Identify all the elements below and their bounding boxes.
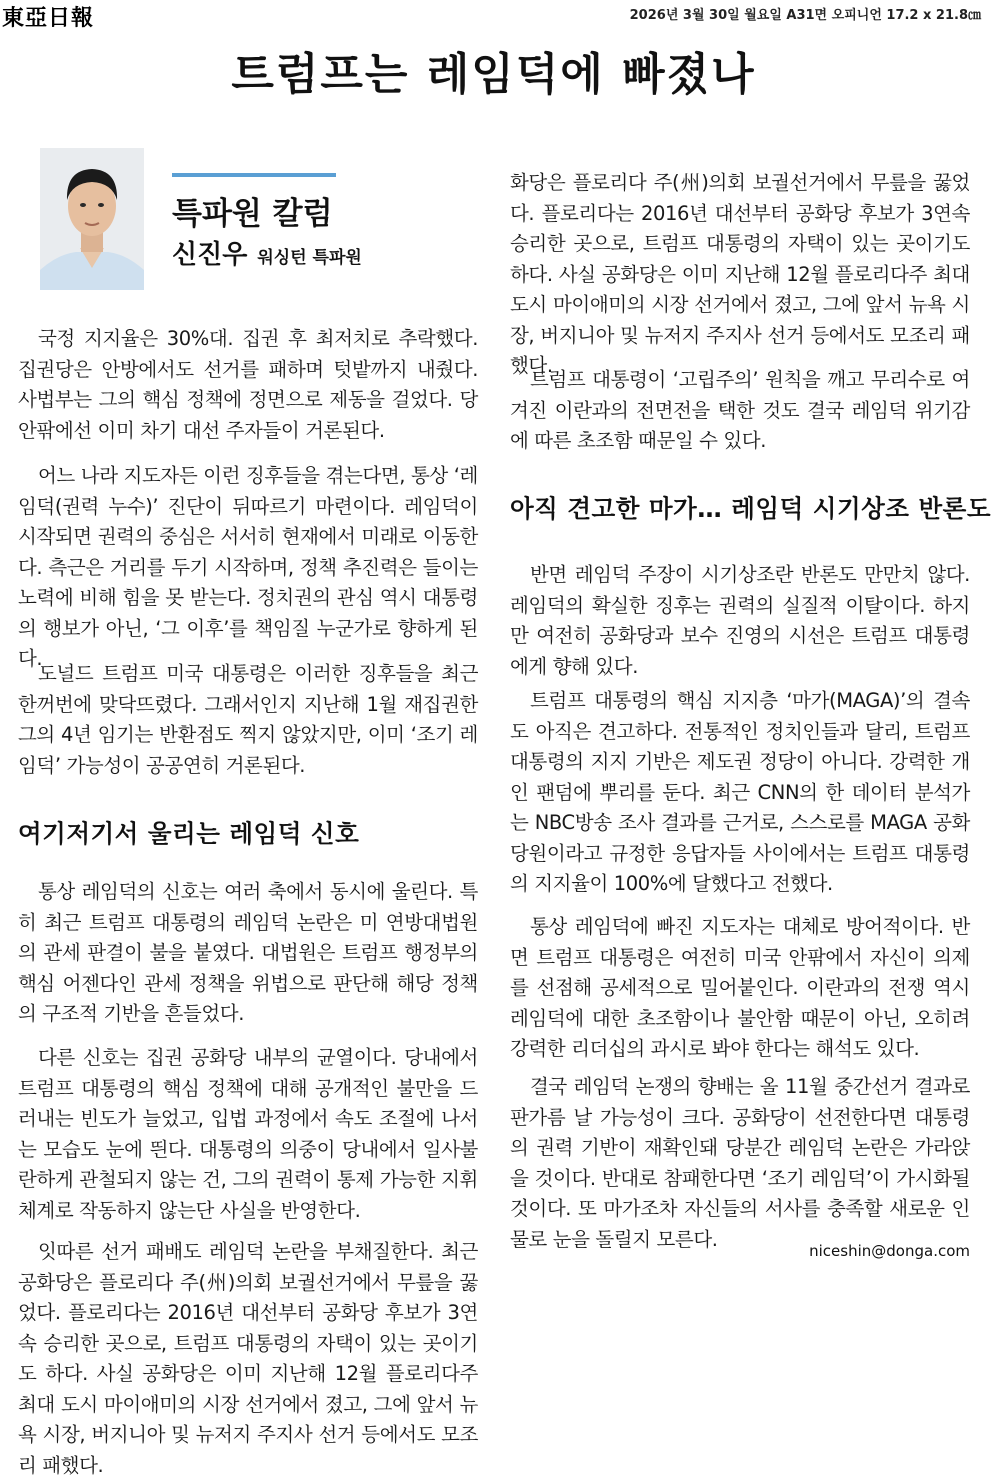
author-photo [40,148,144,290]
column-title: 특파원 칼럼 [172,196,333,232]
newspaper-logo: 東亞日報 [2,5,95,31]
section-heading: 여기저기서 울리는 레임덕 신호 [18,819,360,848]
masthead [0,0,987,30]
author-role: 워싱턴 특파원 [257,248,362,268]
paragraph: 트럼프 대통령이 ‘고립주의’ 원칙을 깨고 무리수로 여겨진 이란과의 전면전을 택한 것도 결국 레임덕 위기감에 따른 초조함 때문일 수 있다. [510,368,970,452]
paragraph: 반면 레임덕 주장이 시기상조란 반론도 만만치 않다. 레임덕의 확실한 징후는 권력의 실질적 이탈이다. 하지만 여전히 공화당과 보수 진영의 시선은 트럼프 대통령에게 향해 있다. [510,563,970,678]
accent-rule [172,173,336,177]
paragraph: 국정 지지율은 30%대. 집권 후 최저치로 추락했다. 집권당은 안방에서도 선거를 패하며 텃밭까지 내줬다. 사법부는 그의 핵심 정책에 정면으로 제동을 걸었다. 당 안팎에선 이미 차기 대선 주자들이 거론된다. [18,327,478,442]
paragraph-continued: 화당은 플로리다 주(州)의회 보궐선거에서 무릎을 꿇었다. 플로리다는 2016년 대선부터 공화당 후보가 3연속 승리한 곳으로, 트럼프 대통령의 자택이 있는 곳이기도 하다. 사실 공화당은 이미 지난해 12월 플로리다주 최대 도시 마이애미의 시장 선거에서 졌고, 그에 앞서 뉴욕 시장, 버지니아 및 뉴저지 주지사 선거 등에서도 모조리 패했다. [510,171,970,377]
author-line [172,234,362,271]
byline-block [40,148,480,298]
headline: 트럼프는 레임덕에 빠졌나 [231,49,756,100]
section-heading: 아직 견고한 마가… 레임덕 시기상조 반론도 [510,494,991,523]
author-email: niceshin@donga.com [809,1242,970,1260]
publication-info: 2026년 3월 30일 월요일 A31면 오피니언 17.2 x 21.8㎝ [629,8,981,23]
paragraph: 결국 레임덕 논쟁의 향배는 올 11월 중간선거 결과로 판가름 날 가능성이 크다. 공화당이 선전한다면 대통령의 권력 기반이 재확인돼 당분간 레임덕 논란은 가라앉을 것이다. 반대로 참패한다면 ‘조기 레임덕’이 가시화될 것이다. 또 마가조차 자신들의 서사를 충족할 새로운 인물로 눈을 돌릴지 모른다. [510,1075,970,1251]
author-name: 신진우 [172,240,248,270]
paragraph: 트럼프 대통령의 핵심 지지층 ‘마가(MAGA)’의 결속도 아직은 견고하다. 전통적인 정치인들과 달리, 트럼프 대통령의 지지 기반은 제도권 정당이 아니다. 강력한 개인 팬덤에 뿌리를 둔다. 최근 CNN의 한 데이터 분석가는 NBC방송 조사 결과를 근거로, 스스로를 MAGA 공화당원이라고 규정한 응답자들 사이에서는 트럼프 대통령의 지지율이 100%에 달했다고 전했다. [510,689,970,895]
paragraph: 어느 나라 지도자든 이런 징후들을 겪는다면, 통상 ‘레임덕(권력 누수)’ 진단이 뒤따르기 마련이다. 레임덕이 시작되면 권력의 중심은 서서히 현재에서 미래로 이동한다. 측근은 거리를 두기 시작하며, 정책 추진력은 들이는 노력에 비해 힘을 못 받는다. 정치권의 관심 역시 대통령의 행보가 아닌, ‘그 이후’를 책임질 누군가로 향하게 된다. [18,464,478,670]
paragraph: 통상 레임덕의 신호는 여러 축에서 동시에 울린다. 특히 최근 트럼프 대통령의 레임덕 논란은 미 연방대법원의 관세 판결이 불을 붙였다. 대법원은 트럼프 행정부의 핵심 어젠다인 관세 정책을 위법으로 판단해 해당 정책의 구조적 기반을 흔들었다. [18,880,478,1025]
paragraph: 잇따른 선거 패배도 레임덕 논란을 부채질한다. 최근 공화당은 플로리다 주(州)의회 보궐선거에서 무릎을 꿇었다. 플로리다는 2016년 대선부터 공화당 후보가 3연속 승리한 곳으로, 트럼프 대통령의 자택이 있는 곳이기도 하다. 사실 공화당은 이미 지난해 12월 플로리다주 최대 도시 마이애미의 시장 선거에서 졌고, 그에 앞서 뉴욕 시장, 버지니아 및 뉴저지 주지사 선거 등에서도 모조리 패했다. [18,1240,478,1477]
paragraph: 도널드 트럼프 미국 대통령은 이러한 징후들을 최근 한꺼번에 맞닥뜨렸다. 그래서인지 지난해 1월 재집권한 그의 4년 임기는 반환점도 찍지 않았지만, 이미 ‘조기 레임덕’ 가능성이 공공연히 거론된다. [18,662,478,777]
paragraph: 다른 신호는 집권 공화당 내부의 균열이다. 당내에서 트럼프 대통령의 핵심 정책에 대해 공개적인 불만을 드러내는 빈도가 늘었고, 입법 과정에서 속도 조절에 나서는 모습도 눈에 띈다. 대통령의 의중이 당내에서 일사불란하게 관철되지 않는 건, 그의 권력이 통제 가능한 지휘 체계로 작동하지 않는단 사실을 반영한다. [18,1046,478,1222]
paragraph: 통상 레임덕에 빠진 지도자는 대체로 방어적이다. 반면 트럼프 대통령은 여전히 미국 안팎에서 자신이 의제를 선점해 공세적으로 밀어붙인다. 이란과의 전쟁 역시 레임덕에 대한 초조함이나 불안함 때문이 아닌, 오히려 강력한 리더십의 과시로 봐야 한다는 해석도 있다. [510,915,970,1060]
